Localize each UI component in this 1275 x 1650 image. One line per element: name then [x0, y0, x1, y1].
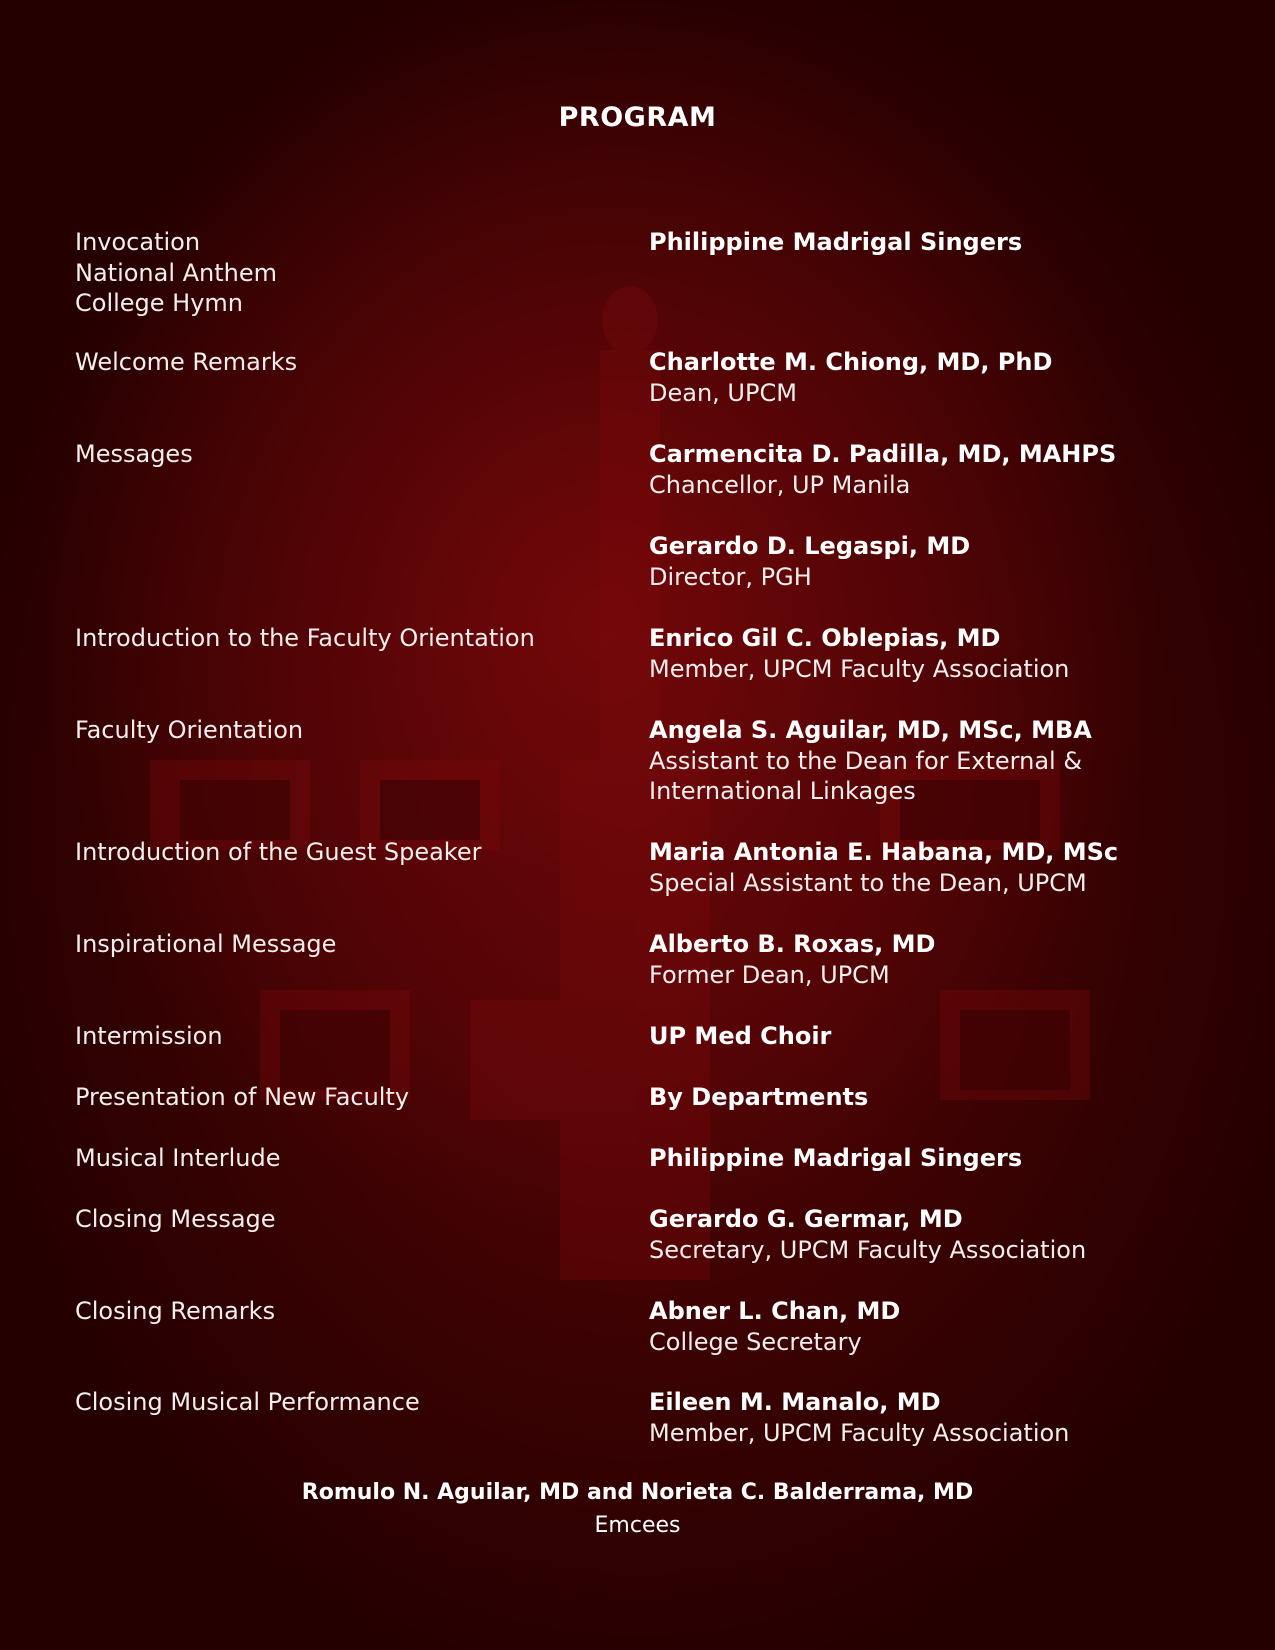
- presenter-name: Gerardo G. Germar, MD: [649, 1205, 963, 1233]
- program-presenter: [649, 531, 1249, 592]
- presenter-role: Member, UPCM Faculty Association: [649, 1418, 1070, 1447]
- program-part: [75, 623, 635, 654]
- presenter-name: Philippine Madrigal Singers: [649, 1144, 1023, 1172]
- program-presenter: [649, 929, 1249, 990]
- emcees-names: Romulo N. Aguilar, MD and Norieta C. Balderrama, MD: [301, 1480, 974, 1505]
- program-part: [75, 1387, 635, 1418]
- program-part-label: Closing Message: [75, 1205, 276, 1233]
- program-part-label: Messages: [75, 440, 193, 468]
- program-presenter: [649, 623, 1249, 684]
- program-part-label: Presentation of New Faculty: [75, 1083, 410, 1111]
- program-part-label: Introduction of the Guest Speaker: [75, 838, 482, 866]
- presenter-role: Member, UPCM Faculty Association: [649, 654, 1070, 683]
- program-part-label: Faculty Orientation: [75, 716, 304, 744]
- presenter-name: UP Med Choir: [649, 1022, 832, 1050]
- program-presenter: [649, 1021, 1249, 1052]
- program-part: [75, 715, 635, 746]
- page-title: PROGRAM: [558, 102, 717, 133]
- program-part: [75, 1296, 635, 1327]
- presenter-name: Charlotte M. Chiong, MD, PhD: [649, 348, 1053, 376]
- presenter-name: Carmencita D. Padilla, MD, MAHPS: [649, 440, 1117, 468]
- program-part: [75, 347, 635, 378]
- program-part-label: Musical Interlude: [75, 1144, 281, 1172]
- program-part-label: Closing Remarks: [75, 1297, 276, 1325]
- presenter-name: Eileen M. Manalo, MD: [649, 1388, 941, 1416]
- program-part-label: College Hymn: [75, 289, 244, 317]
- presenter-name: Angela S. Aguilar, MD, MSc, MBA: [649, 716, 1092, 744]
- program-part-label: Welcome Remarks: [75, 348, 298, 376]
- program-presenter: [649, 1143, 1249, 1174]
- program-part-label: National Anthem: [75, 258, 278, 287]
- presenter-role: Director, PGH: [649, 562, 812, 591]
- program-part-label: Intermission: [75, 1022, 223, 1050]
- program-part: [75, 1082, 635, 1113]
- program-presenter: [649, 715, 1249, 807]
- program-part-label: Inspirational Message: [75, 930, 337, 958]
- presenter-role: Former Dean, UPCM: [649, 960, 890, 989]
- program-presenter: [649, 1082, 1249, 1113]
- presenter-role: International Linkages: [649, 777, 916, 805]
- presenter-name: Philippine Madrigal Singers: [649, 228, 1023, 256]
- program-presenter: [649, 227, 1249, 258]
- program-presenter: [649, 1296, 1249, 1357]
- program-part-label: Invocation: [75, 228, 201, 256]
- program-presenter: [649, 1387, 1249, 1448]
- presenter-name: Alberto B. Roxas, MD: [649, 930, 936, 958]
- presenter-name: Enrico Gil C. Oblepias, MD: [649, 624, 1001, 652]
- presenter-name: Maria Antonia E. Habana, MD, MSc: [649, 838, 1119, 866]
- presenter-name: By Departments: [649, 1083, 869, 1111]
- program-part: [75, 1143, 635, 1174]
- presenter-role: College Secretary: [649, 1327, 862, 1356]
- program-presenter: [649, 837, 1249, 898]
- program-part: [75, 1021, 635, 1052]
- program-part: [75, 837, 635, 868]
- program-part-label: Introduction to the Faculty Orientation: [75, 624, 535, 652]
- presenter-role: Assistant to the Dean for External &: [649, 746, 1083, 775]
- presenter-role: Secretary, UPCM Faculty Association: [649, 1235, 1087, 1264]
- presenter-name: Abner L. Chan, MD: [649, 1297, 901, 1325]
- presenter-role: Dean, UPCM: [649, 378, 797, 407]
- presenter-role: Chancellor, UP Manila: [649, 470, 911, 499]
- program-part: [75, 227, 635, 319]
- program-part: [75, 439, 635, 470]
- presenter-name: Gerardo D. Legaspi, MD: [649, 532, 971, 560]
- program-presenter: [649, 1204, 1249, 1265]
- program-part: [75, 1204, 635, 1235]
- program-part: [75, 929, 635, 960]
- program-presenter: [649, 347, 1249, 408]
- presenter-role: Special Assistant to the Dean, UPCM: [649, 868, 1087, 897]
- program-presenter: [649, 439, 1249, 500]
- program-part-label: Closing Musical Performance: [75, 1388, 420, 1416]
- emcees-label: Emcees: [594, 1513, 681, 1538]
- emcees-block: [0, 1476, 1275, 1542]
